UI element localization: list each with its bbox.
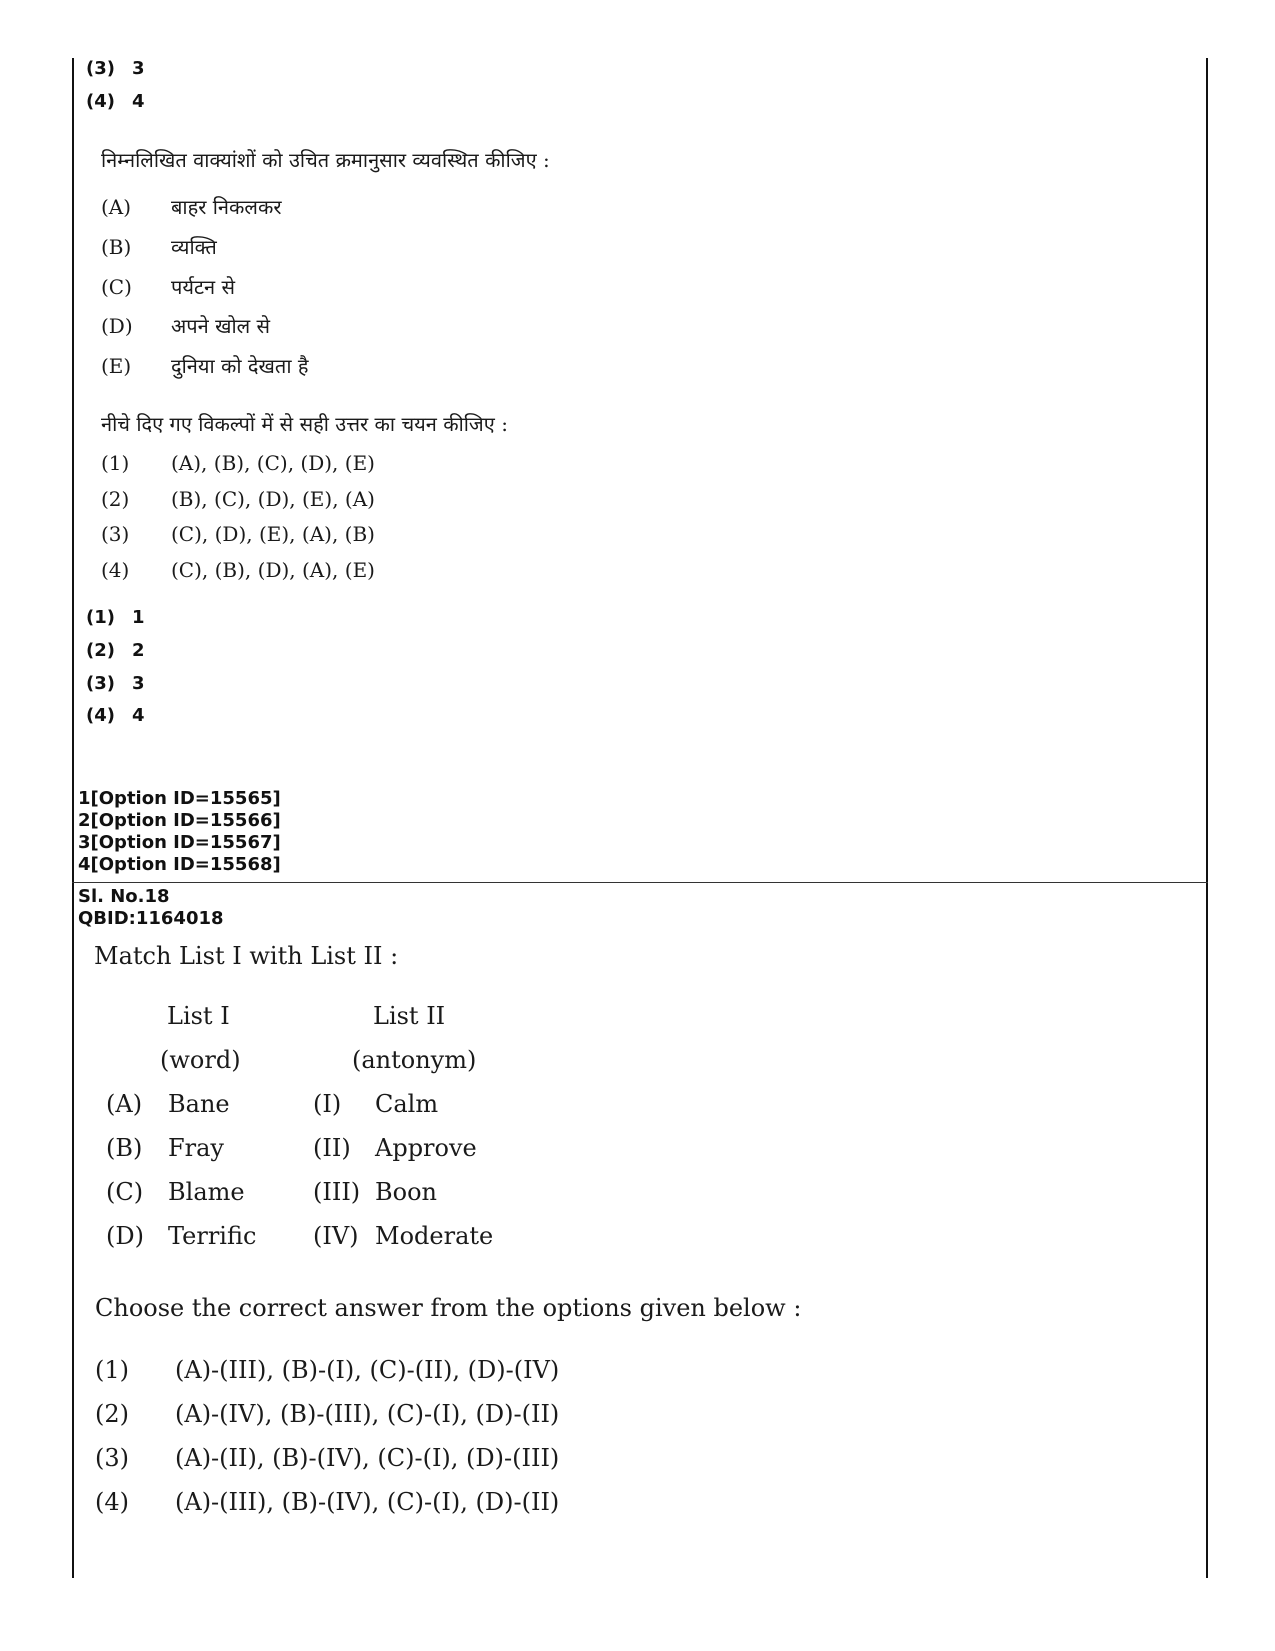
- item-text: बाहर निकलकर: [171, 195, 282, 219]
- row-label: (D): [106, 1222, 144, 1250]
- choice-label: (4): [101, 558, 130, 582]
- choice-option: [101, 487, 375, 511]
- list2-subheading: (antonym): [352, 1046, 477, 1074]
- list-item: [101, 312, 270, 339]
- word: Terrific: [168, 1222, 257, 1250]
- choice-label: (1): [95, 1356, 129, 1384]
- choice-text: (A), (B), (C), (D), (E): [171, 451, 375, 475]
- choose-instruction: Choose the correct answer from the options given below :: [95, 1294, 802, 1322]
- serial-number: Sl. No.18: [78, 886, 170, 907]
- antonym-label: (IV): [313, 1222, 359, 1250]
- choice-option: [101, 558, 375, 582]
- antonym-label: (III): [313, 1178, 361, 1206]
- choice-text: (A)-(III), (B)-(IV), (C)-(I), (D)-(II): [175, 1488, 560, 1516]
- row-label: (A): [106, 1090, 143, 1118]
- answer-option: [86, 58, 145, 79]
- antonym: Calm: [375, 1090, 439, 1118]
- option-id: 3[Option ID=15567]: [78, 832, 281, 853]
- question-prompt: निम्नलिखित वाक्यांशों को उचित क्रमानुसार व्यवस्थित कीजिए :: [101, 148, 550, 172]
- answer-number: (4): [86, 91, 115, 112]
- list-item: [101, 193, 282, 220]
- answer-option: [86, 673, 145, 694]
- choice-text: (A)-(III), (B)-(I), (C)-(II), (D)-(IV): [175, 1356, 560, 1384]
- item-label: (E): [101, 354, 132, 378]
- list1-subheading: (word): [160, 1046, 241, 1074]
- choice-text: (A)-(II), (B)-(IV), (C)-(I), (D)-(III): [175, 1444, 560, 1472]
- choice-option: [101, 522, 375, 546]
- page-border-right: [1206, 58, 1208, 1578]
- choice-text: (C), (B), (D), (A), (E): [171, 558, 375, 582]
- antonym: Approve: [375, 1134, 477, 1162]
- choice-text: (B), (C), (D), (E), (A): [171, 487, 375, 511]
- item-label: (D): [101, 314, 133, 338]
- answer-number: (2): [86, 640, 115, 661]
- choice-label: (4): [95, 1488, 129, 1516]
- answer-option: [86, 640, 145, 661]
- choice-text: (A)-(IV), (B)-(III), (C)-(I), (D)-(II): [175, 1400, 560, 1428]
- row-label: (C): [106, 1178, 144, 1206]
- option-id-list: [78, 788, 281, 876]
- choice-label: (1): [101, 451, 130, 475]
- item-label: (A): [101, 195, 132, 219]
- item-text: दुनिया को देखता है: [171, 354, 309, 378]
- item-text: व्यक्ति: [171, 235, 217, 259]
- option-id: 1[Option ID=15565]: [78, 788, 281, 809]
- list2-heading: List II: [373, 1002, 446, 1030]
- question-divider: [72, 882, 1208, 883]
- item-text: पर्यटन से: [171, 275, 236, 299]
- antonym: Moderate: [375, 1222, 494, 1250]
- choice-label: (3): [95, 1444, 129, 1472]
- list-item: [101, 233, 217, 260]
- answer-number: (1): [86, 607, 115, 628]
- item-label: (B): [101, 235, 132, 259]
- choice-label: (2): [95, 1400, 129, 1428]
- page-border-left: [72, 58, 74, 1578]
- answer-option: [86, 91, 145, 112]
- answer-value: 4: [132, 91, 145, 112]
- row-label: (B): [106, 1134, 143, 1162]
- answer-option: [86, 705, 145, 726]
- answer-value: 2: [132, 640, 145, 661]
- answer-number: (4): [86, 705, 115, 726]
- antonym: Boon: [375, 1178, 437, 1206]
- item-label: (C): [101, 275, 132, 299]
- list-item: [101, 273, 235, 300]
- question-prompt: Match List I with List II :: [94, 942, 399, 970]
- list-item: [101, 352, 308, 379]
- answer-number: (3): [86, 673, 115, 694]
- option-id: 4[Option ID=15568]: [78, 854, 281, 875]
- choose-instruction: नीचे दिए गए विकल्पों में से सही उत्तर का चयन कीजिए :: [101, 412, 508, 436]
- antonym-label: (I): [313, 1090, 342, 1118]
- answer-value: 3: [132, 673, 145, 694]
- answer-value: 4: [132, 705, 145, 726]
- word: Bane: [168, 1090, 230, 1118]
- list1-heading: List I: [167, 1002, 230, 1030]
- answer-number: (3): [86, 58, 115, 79]
- choice-label: (3): [101, 522, 130, 546]
- answer-value: 3: [132, 58, 145, 79]
- question-meta: [78, 886, 224, 930]
- choice-text: (C), (D), (E), (A), (B): [171, 522, 375, 546]
- qbid: QBID:1164018: [78, 908, 224, 929]
- word: Blame: [168, 1178, 245, 1206]
- item-text: अपने खोल से: [171, 314, 271, 338]
- option-id: 2[Option ID=15566]: [78, 810, 281, 831]
- answer-option: [86, 607, 145, 628]
- choice-label: (2): [101, 487, 130, 511]
- antonym-label: (II): [313, 1134, 351, 1162]
- choice-option: [101, 451, 375, 475]
- answer-value: 1: [132, 607, 145, 628]
- word: Fray: [168, 1134, 224, 1162]
